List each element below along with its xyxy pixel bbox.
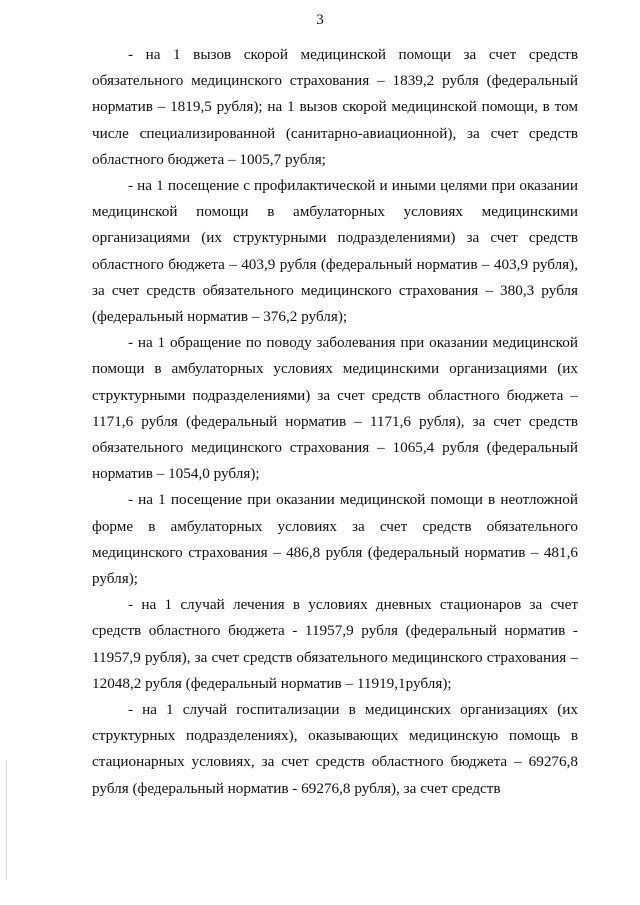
paragraph-hospitalization: - на 1 случай госпитализации в медицинских организациях (их структурных подразделениях), оказывающих медицинскую помощь в стационарных условиях, за счет средств областного бюджета – 69276,8 рубля (федеральный норматив - 69276,8 рубля), за счет средств (92, 701, 578, 797)
scan-margin-mark (6, 760, 7, 880)
paragraph-urgent-visit: - на 1 посещение при оказании медицинской помощи в неотложной форме в амбулаторных условиях за счет средств обязательного медицинского страхования – 486,8 рубля (федеральный норматив – 481,6 рубля); (92, 491, 578, 588)
page-number: 3 (316, 12, 324, 28)
paragraph-day-hospital: - на 1 случай лечения в условиях дневных стационаров за счет средств областного бюджета - 11957,9 рубля (федеральный норматив - 11957,9 рубля), за счет средств обязательного медицинского страхования – 12048,2 рубля (федеральный норматив – 11919,1рубля); (92, 596, 578, 692)
paragraph-preventive-visit: - на 1 посещение с профилактической и иными целями при оказании медицинской помощи в амбулаторных условиях медицинскими организациями (их структурными подразделениями) за счет средств областного бюджета – 403,9 рубля (федеральный норматив – 403,9 рубля), за счет средств обязательного медицинского страхования – 380,3 рубля (федеральный норматив – 376,2 рубля); (92, 177, 578, 326)
paragraph-disease-appeal: - на 1 обращение по поводу заболевания при оказании медицинской помощи в амбулаторных условиях медицинскими организациями (их структурными подразделениями) за счет средств областного бюджета – 1171,6 рубля (федеральный норматив – 1171,6 рубля), за счет средств обязательного медицинского страхования – 1065,4 рубля (федеральный норматив – 1054,0 рубля); (92, 334, 578, 483)
document-body (92, 42, 578, 802)
paragraph-ambulance-call: - на 1 вызов скорой медицинской помощи за счет средств обязательного медицинского страхования – 1839,2 рубля (федеральный норматив – 1819,5 рубля); на 1 вызов скорой медицинской помощи, в том числе специализированной (санитарно-авиационной), за счет средств областного бюджета – 1005,7 рубля; (92, 46, 578, 168)
